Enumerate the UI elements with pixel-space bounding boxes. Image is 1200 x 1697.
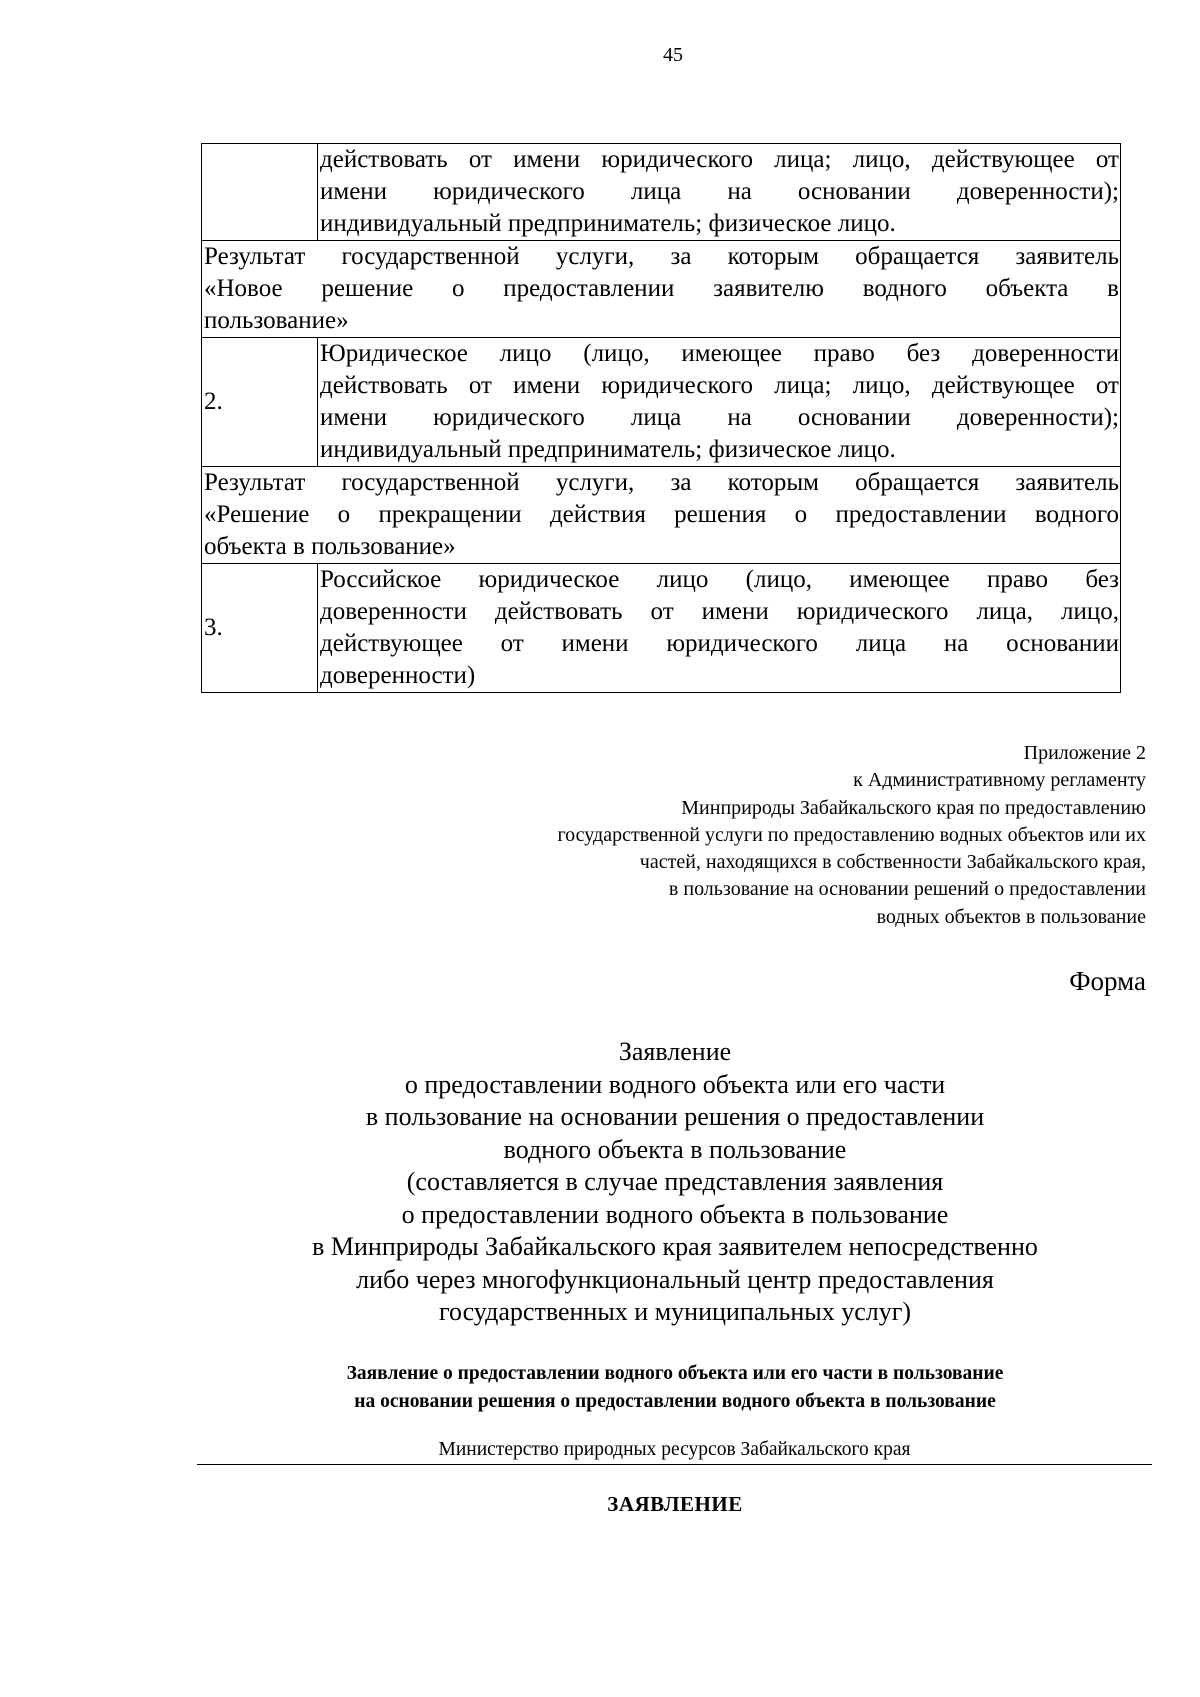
heading-line: Заявление	[618, 1037, 732, 1066]
heading-line: либо через многофункциональный центр предоставления	[356, 1264, 994, 1294]
text-line: действовать от имени юридического лица; лицо, действующее от	[320, 146, 1119, 173]
text-line: действующее от имени юридического лица на основании	[320, 630, 1119, 657]
applicants-table	[201, 143, 1121, 693]
text-line: Российское юридическое лицо (лицо, имеющее право без	[320, 566, 1119, 593]
text-line: имени юридического лица на основании доверенности);	[320, 178, 1119, 205]
application-title: ЗАЯВЛЕНИЕ	[607, 1492, 743, 1516]
applicant-description-cell	[318, 564, 1121, 693]
table-row	[202, 564, 1121, 693]
form-label: Форма	[1069, 966, 1146, 996]
row-number-cell	[202, 144, 318, 241]
heading-line: о предоставлении водного объекта в пользование	[401, 1199, 949, 1229]
appendix-line: Приложение 2	[1023, 742, 1146, 764]
title-line: Заявление о предоставлении водного объекта или его части в пользование	[346, 1363, 1004, 1384]
text-line: доверенности действовать от имени юридического лица, лицо,	[320, 598, 1119, 625]
text-line: индивидуальный предприниматель; физическое лицо.	[320, 436, 896, 463]
heading-line: водного объекта в пользование	[503, 1134, 847, 1164]
appendix-line: водных объектов в пользование	[876, 905, 1146, 928]
table-row	[202, 144, 1121, 241]
row-number-cell: 3.	[202, 564, 318, 693]
title-line: на основании решения о предоставлении водного объекта в пользование	[354, 1390, 996, 1412]
applicant-description-cell	[318, 338, 1121, 467]
appendix-reference	[346, 740, 1146, 931]
heading-line: в пользование на основании решения о предоставлении	[365, 1102, 985, 1131]
text-line: пользование»	[204, 307, 349, 334]
service-result-header	[202, 467, 1121, 564]
text-line: объекта в пользование»	[204, 533, 456, 560]
heading-line: (составляется в случае представления заявления	[406, 1167, 944, 1196]
text-line: Юридическое лицо (лицо, имеющее право без доверенности	[320, 340, 1119, 367]
appendix-line: государственной услуги по предоставлению водных объектов или их	[557, 823, 1146, 846]
table-row	[202, 338, 1121, 467]
text-line: имени юридического лица на основании доверенности);	[320, 404, 1119, 431]
service-result-header	[202, 241, 1121, 338]
text-line: «Решение о прекращении действия решения о предоставлении водного	[204, 501, 1119, 528]
text-line: индивидуальный предприниматель; физическое лицо.	[320, 210, 896, 237]
text-line: Результат государственной услуги, за которым обращается заявитель	[204, 243, 1119, 270]
table-section-header	[202, 241, 1121, 338]
form-bold-title	[200, 1360, 1150, 1415]
heading-line: государственных и муниципальных услуг)	[438, 1297, 912, 1326]
heading-line: в Минприроды Забайкальского края заявителем непосредственно	[312, 1232, 1038, 1261]
text-line: доверенности)	[320, 662, 476, 689]
row-number-cell: 2.	[202, 338, 318, 467]
table-section-header	[202, 467, 1121, 564]
appendix-line: к Административному регламенту	[853, 769, 1146, 792]
ministry-name: Министерство природных ресурсов Забайкальского края	[197, 1438, 1152, 1465]
text-line: действовать от имени юридического лица; лицо, действующее от	[320, 372, 1119, 399]
applicant-description-cell	[318, 144, 1121, 241]
page-number: 45	[663, 44, 683, 66]
text-line: «Новое решение о предоставлении заявителю водного объекта в	[204, 275, 1119, 302]
application-heading	[200, 1036, 1150, 1329]
heading-line: о предоставлении водного объекта или его части	[404, 1069, 946, 1099]
appendix-line: частей, находящихся в собственности Забайкальского края,	[639, 851, 1146, 874]
appendix-line: в пользование на основании решений о предоставлении	[668, 878, 1146, 901]
appendix-line: Минприроды Забайкальского края по предоставлению	[681, 796, 1146, 819]
text-line: Результат государственной услуги, за которым обращается заявитель	[204, 469, 1119, 496]
